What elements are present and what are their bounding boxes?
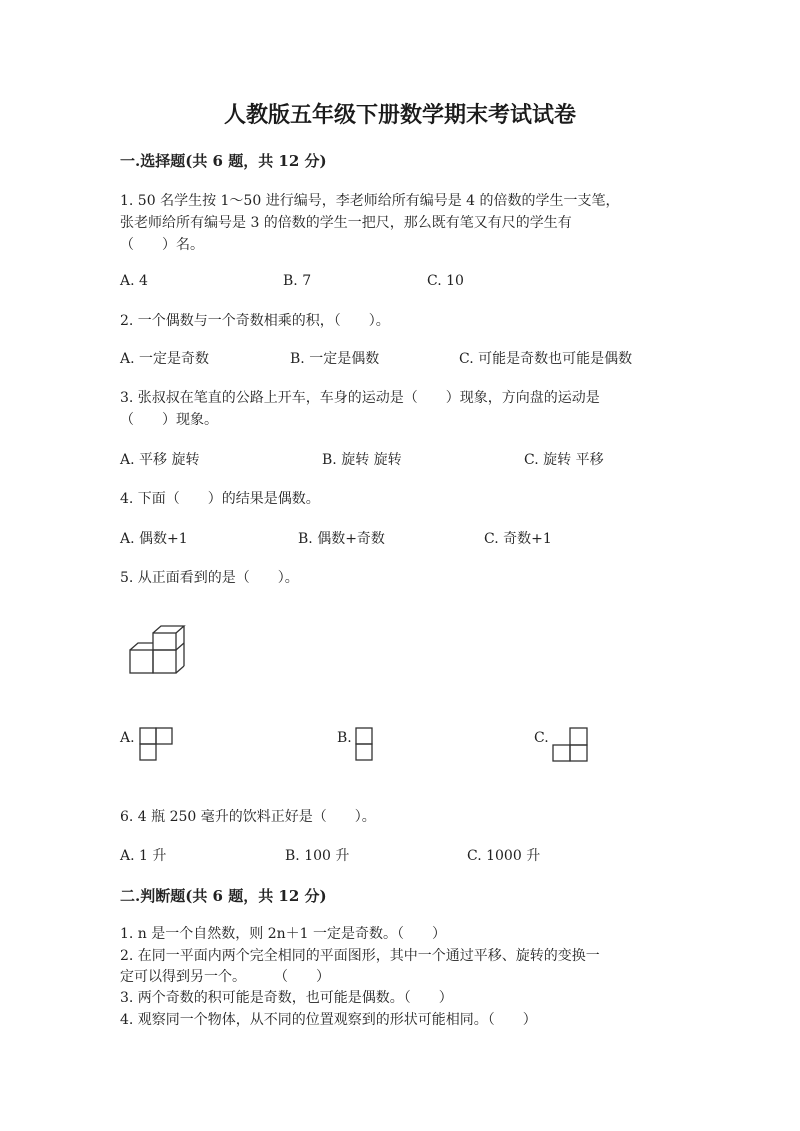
judgement-item-2-line-1: 2. 在同一平面内两个完全相同的平面图形，其中一个通过平移、旋转的变换一: [120, 948, 600, 964]
question-5-line-1: 5. 从正面看到的是（ ）。: [120, 570, 299, 586]
question-3-option-b: B. 旋转 旋转: [322, 452, 402, 468]
question-4-option-b: B. 偶数+奇数: [298, 531, 385, 547]
section-heading-choice: 一.选择题(共 6 题，共 12 分): [120, 152, 327, 170]
question-6-option-a: A. 1 升: [120, 848, 167, 864]
section-heading-judgement: 二.判断题(共 6 题，共 12 分): [120, 887, 327, 905]
question-3-line-1: 3. 张叔叔在笔直的公路上开车，车身的运动是（ ）现象，方向盘的运动是: [120, 390, 600, 406]
cube-stack-figure: [128, 624, 190, 678]
question-5-option-a: A.: [120, 730, 135, 746]
question-1-line-1: 1. 50 名学生按 1～50 进行编号，李老师给所有编号是 4 的倍数的学生一支笔，: [120, 193, 620, 209]
question-2-option-a: A. 一定是奇数: [120, 351, 210, 367]
question-1-option-c: C. 10: [427, 273, 464, 289]
question-3-option-a: A. 平移 旋转: [120, 452, 200, 468]
question-2-option-b: B. 一定是偶数: [290, 351, 380, 367]
question-4-option-a: A. 偶数+1: [120, 531, 188, 547]
question-3-line-2: （ ）现象。: [120, 412, 218, 428]
question-6-option-c: C. 1000 升: [467, 848, 541, 864]
question-6-option-b: B. 100 升: [285, 848, 350, 864]
option-c-figure: [552, 727, 590, 763]
question-1-option-a: A. 4: [120, 273, 148, 289]
question-4-option-c: C. 奇数+1: [484, 531, 552, 547]
question-3-option-c: C. 旋转 平移: [524, 452, 604, 468]
question-6-line-1: 6. 4 瓶 250 毫升的饮料正好是（ ）。: [120, 809, 376, 825]
judgement-item-1: 1. n 是一个自然数，则 2n＋1 一定是奇数。（ ）: [120, 926, 447, 942]
question-1-line-2: 张老师给所有编号是 3 的倍数的学生一把尺，那么既有笔又有尺的学生有: [120, 215, 572, 231]
judgement-item-3: 3. 两个奇数的积可能是奇数，也可能是偶数。（ ）: [120, 990, 453, 1006]
judgement-item-2-line-2: 定可以得到另一个。 （ ）: [120, 969, 330, 985]
question-1-option-b: B. 7: [283, 273, 312, 289]
question-4-line-1: 4. 下面（ ）的结果是偶数。: [120, 491, 320, 507]
judgement-item-4: 4. 观察同一个物体，从不同的位置观察到的形状可能相同。（ ）: [120, 1012, 537, 1028]
question-1-line-3: （ ）名。: [120, 237, 204, 253]
option-a-figure: [139, 727, 175, 763]
page-title: 人教版五年级下册数学期末考试试卷: [223, 102, 576, 128]
question-5-option-b: B.: [337, 730, 352, 746]
question-2-line-1: 2. 一个偶数与一个奇数相乘的积，（ ）。: [120, 313, 390, 329]
option-b-figure: [355, 727, 375, 763]
question-2-option-c: C. 可能是奇数也可能是偶数: [459, 351, 633, 367]
question-5-option-c: C.: [534, 730, 549, 746]
